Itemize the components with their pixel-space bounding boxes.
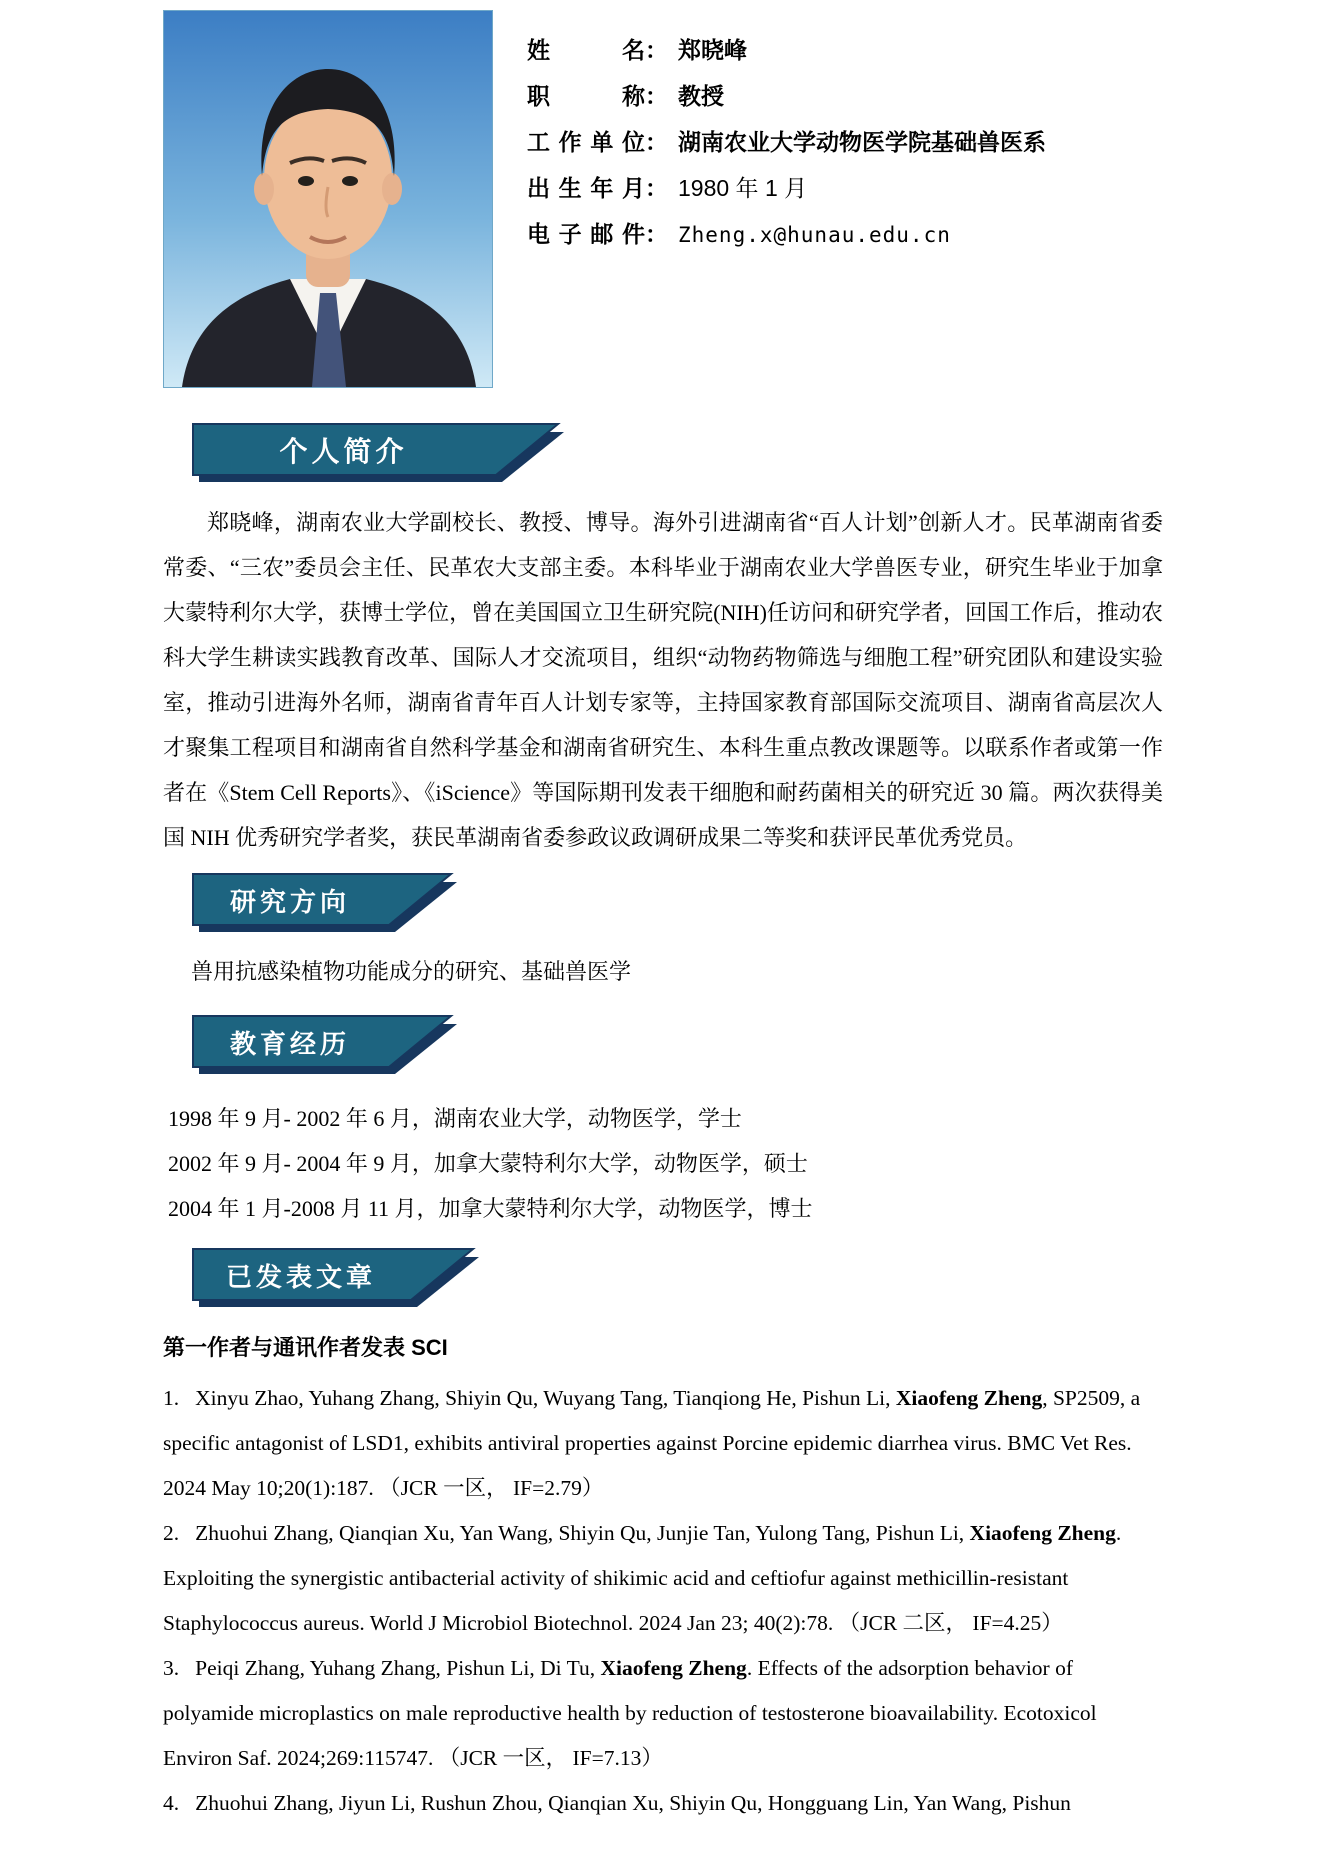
field-email-value: Zheng.x@hunau.edu.cn xyxy=(678,223,951,247)
profile-header xyxy=(163,0,1163,388)
field-employer: 工作单位： 湖南农业大学动物医学院基础兽医系 xyxy=(527,124,1046,170)
publication-item: 1. Xinyu Zhao, Yuhang Zhang, Shiyin Qu, Wuyang Tang, Tianqiong He, Pishun Li, Xiaofeng Zheng, SP2509, a specific antagonist of LSD1, exhibits antiviral properties against Porcine epidemic diarrhea virus. BMC Vet Res. 2024 May 10;20(1):187. （JCR 一区， IF=2.79） xyxy=(163,1386,1141,1500)
field-birthdate-value: 1980 年 1 月 xyxy=(678,175,808,201)
publication-number: 2. xyxy=(163,1521,180,1545)
highlight-author: Xiaofeng Zheng xyxy=(969,1521,1116,1545)
education-item: 1998 年 9 月- 2002 年 6 月，湖南农业大学，动物医学，学士 xyxy=(168,1106,742,1131)
field-name-label: 姓名 xyxy=(527,37,645,63)
publications-subtitle: 第一作者与通讯作者发表 SCI xyxy=(163,1335,448,1360)
section-banner-research xyxy=(191,872,459,934)
section-title-research: 研究方向 xyxy=(229,886,350,917)
publications-list xyxy=(163,1376,1163,1826)
highlight-author: Xiaofeng Zheng xyxy=(895,1386,1043,1410)
publication-number: 4. xyxy=(163,1791,180,1815)
basic-info-list xyxy=(527,10,1046,388)
field-employer-value: 湖南农业大学动物医学院基础兽医系 xyxy=(678,129,1046,155)
section-title-publications: 已发表文章 xyxy=(225,1261,376,1292)
intro-paragraph: 郑晓峰，湖南农业大学副校长、教授、博导。海外引进湖南省“百人计划”创新人才。民革湖南省委常委、“三农”委员会主任、民革农大支部主委。本科毕业于湖南农业大学兽医专业，研究生毕业于加拿大蒙特利尔大学，获博士学位，曾在美国国立卫生研究院(NIH)任访问和研究学者，回国工作后，推动农科大学生耕读实践教育改革、国际人才交流项目，组织“动物药物筛选与细胞工程”研究团队和建设实验室，推动引进海外名师，湖南省青年百人计划专家等，主持国家教育部国际交流项目、湖南省高层次人才聚集工程项目和湖南省自然科学基金和湖南省研究生、本科生重点教改课题等。以联系作者或第一作者在《Stem Cell Reports》、《iScience》等国际期刊发表干细胞和耐药菌相关的研究近 30 篇。两次获得美国 NIH 优秀研究学者奖，获民革湖南省委参政议政调研成果二等奖和获评民革优秀党员。 xyxy=(163,510,1163,850)
highlight-author: Xiaofeng Zheng xyxy=(600,1656,747,1680)
publication-item: 3. Peiqi Zhang, Yuhang Zhang, Pishun Li, Di Tu, Xiaofeng Zheng. Effects of the adsorption behavior of polyamide microplastics on male reproductive health by reduction of testosterone bioavailability. Ecotoxicol Environ Saf. 2024;269:115747. （JCR 一区， IF=7.13） xyxy=(163,1656,1097,1770)
field-birthdate: 出生年月： 1980 年 1 月 xyxy=(527,170,1046,216)
education-item: 2002 年 9 月- 2004 年 9 月，加拿大蒙特利尔大学，动物医学，硕士 xyxy=(168,1151,808,1176)
publication-item: 2. Zhuohui Zhang, Qianqian Xu, Yan Wang, Shiyin Qu, Junjie Tan, Yulong Tang, Pishun Li, Xiaofeng Zheng. Exploiting the synergistic antibacterial activity of shikimic acid and ceftiofur against methicillin-resistant Staphylococcus aureus. World J Microbiol Biotechnol. 2024 Jan 23; 40(2):78. （JCR 二区， IF=4.25） xyxy=(163,1521,1122,1635)
field-name: 姓名： 郑晓峰 xyxy=(527,32,1046,78)
field-email-label: 电子邮件 xyxy=(527,221,645,247)
section-title-intro: 个人简介 xyxy=(279,436,408,467)
section-banner-publications xyxy=(191,1247,481,1309)
portrait-illustration xyxy=(164,11,492,387)
field-title-value: 教授 xyxy=(678,83,724,109)
field-birthdate-label: 出生年月 xyxy=(527,175,645,201)
field-email: 电子邮件： Zheng.x@hunau.edu.cn xyxy=(527,216,1046,262)
profile-photo xyxy=(163,10,493,388)
field-title: 职称： 教授 xyxy=(527,78,1046,124)
section-banner-education xyxy=(191,1014,459,1076)
field-name-value: 郑晓峰 xyxy=(678,37,747,63)
education-list xyxy=(163,1096,1163,1231)
field-employer-label: 工作单位 xyxy=(527,129,645,155)
publication-item: 4. Zhuohui Zhang, Jiyun Li, Rushun Zhou, Qianqian Xu, Shiyin Qu, Hongguang Lin, Yan Wang, Pishun xyxy=(163,1791,1071,1815)
field-title-label: 职称 xyxy=(527,83,645,109)
research-direction-text: 兽用抗感染植物功能成分的研究、基础兽医学 xyxy=(191,959,632,984)
section-title-education: 教育经历 xyxy=(229,1028,350,1059)
publication-number: 1. xyxy=(163,1386,180,1410)
education-item: 2004 年 1 月-2008 月 11 月，加拿大蒙特利尔大学，动物医学，博士 xyxy=(168,1196,813,1221)
section-banner-intro xyxy=(191,422,566,484)
publication-number: 3. xyxy=(163,1656,180,1680)
